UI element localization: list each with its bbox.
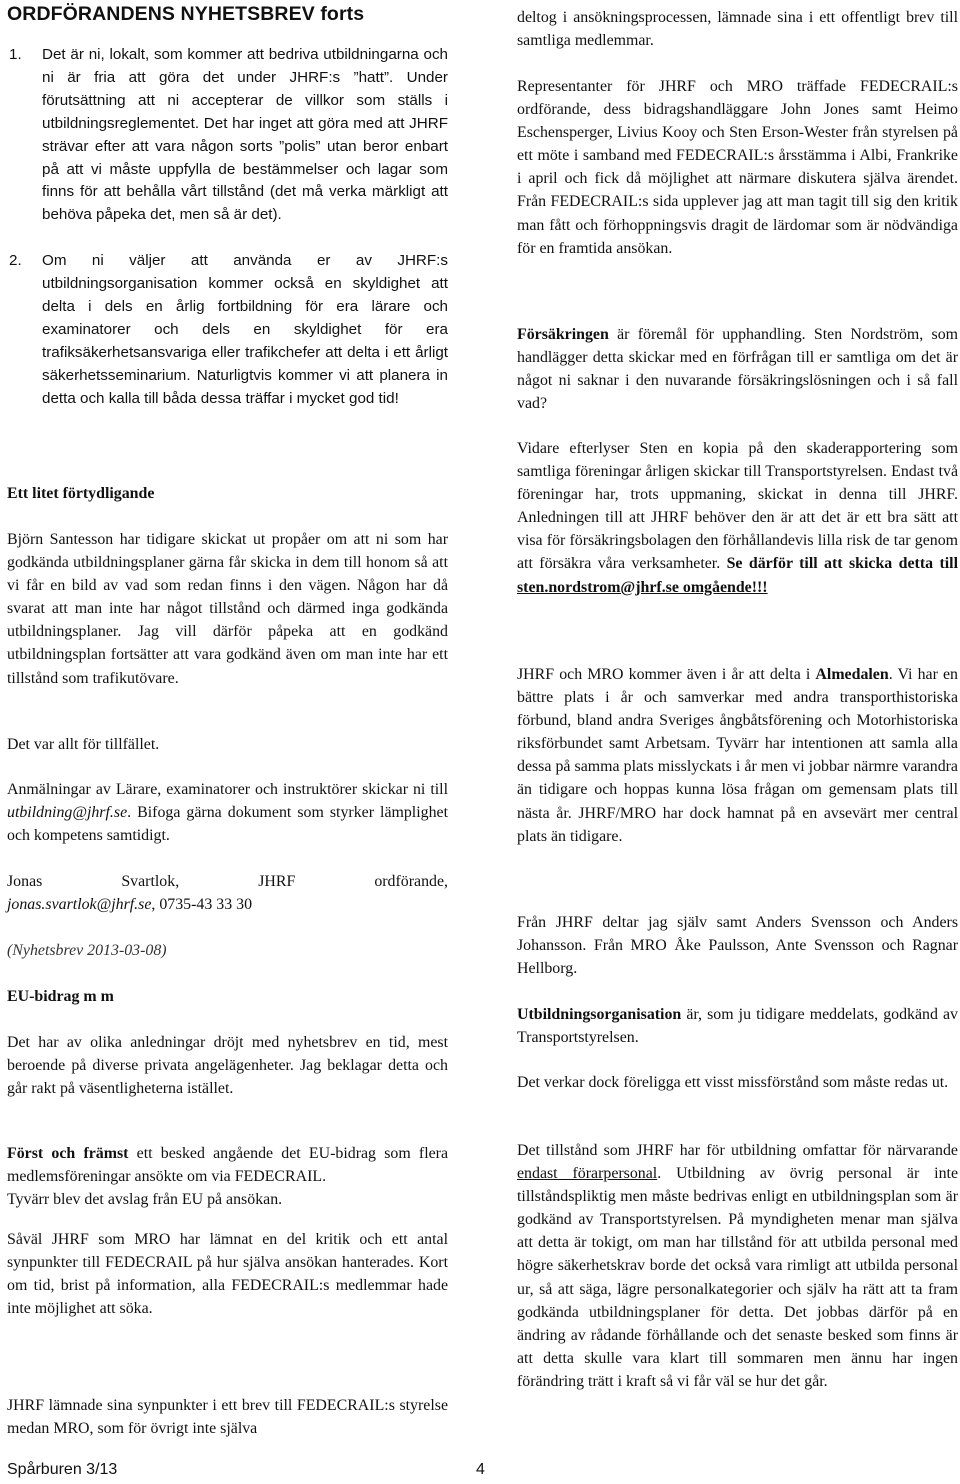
dateline: (Nyhetsbrev 2013-03-08) xyxy=(7,942,167,959)
signature-email-link[interactable]: jonas.svartlok@jhrf.se xyxy=(7,896,152,914)
paragraph: JHRF lämnade sina synpunkter i ett brev till FEDECRAIL:s styrelse medan MRO, som för övrigt inte själva xyxy=(7,1397,448,1438)
page-number: 4 xyxy=(476,1461,485,1478)
list-item-text: Om ni väljer att använda er av JHRF:s utbildningsorganisation kommer också en skyldighet att delta i dels en årlig fortbildning för era lärare och examinatorer och dels en skyldighet för era trafiksäkerhetsansvariga eller trafikchefer att delta i ett årligt säkerhetsseminarium. Naturligtvis kommer vi att planera in detta och kalla till båda dessa träffar i mycket god tid! xyxy=(42,252,448,407)
paragraph: JHRF och MRO kommer även i år att delta i Almedalen. Vi har en bättre plats i år och samverkar med andra transporthistoriska förbund, bland andra Sveriges ångbåtsförening och Motorhistoriska riksförbundet samt Arbetsam. Tyvärr har intentionen att samla alla dessa på samma plats misslyckats i år men vi jobbar närmre varandra än tidigare och hoppas kunna lösa frågan om gemensam plats till nästa år. JHRF/MRO har dock hamnat på en avsevärt mer central plats än tidigare. xyxy=(517,666,958,845)
paragraph: Det var allt för tillfället. xyxy=(7,736,160,753)
email-link[interactable]: sten.nordstrom@jhrf.se omgående!!! xyxy=(517,578,768,596)
list-number: 1. xyxy=(9,46,22,63)
footer-publication: Spårburen 3/13 xyxy=(7,1461,118,1478)
paragraph: Anmälningar av Lärare, examinatorer och instruktörer skickar ni till utbildning@jhrf.se. Bifoga gärna dokument som styrker lämplighet och kompetens samtidigt. xyxy=(7,781,448,845)
paragraph: Det har av olika anledningar dröjt med nyhetsbrev en tid, mest beroende på diverse privata angelägenheter. Jag beklagar detta och går rakt på väsentligheterna istället. xyxy=(7,1034,448,1098)
paragraph: Björn Santesson har tidigare skickat ut propåer om att ni som har godkända utbildningsplaner gärna får skicka in dem till honom så att vi får en bild av vad som redan finns i den vägen. Någon har då svarat att man inte har något tillstånd och därmed inga godkända utbildningsplaner. Jag vill därför påpeka att en godkänd utbildningsplan fortsätter att vara godkänd även om man inte har ett tillstånd som trafikutövare. xyxy=(7,531,448,687)
paragraph: Representanter för JHRF och MRO träffade FEDECRAIL:s ordförande, dess bidragshandläggare John Jones samt Heimo Eschensperger, Livius Kooy och Sten Erson-Wester från styrelsen på ett möte i samband med FEDECRAIL:s årsstämma i Albi, Frankrike i april och fick då möjlighet att närmare diskutera själva ärendet. Från FEDECRAIL:s sida upplever jag att man tagit till sig den kritik man fått och förhoppningsvis dragit de lärdomar som är nödvändiga för en framtida ansökan. xyxy=(517,78,958,257)
list-item xyxy=(7,250,448,410)
paragraph: Försäkringen är föremål för upphandling. Sten Nordström, som handlägger detta skickar med en förfrågan till er samtliga om det är något ni saknar i den nuvarande försäkringslösningen och i så fall vad? xyxy=(517,326,958,413)
paragraph: Först och främst ett besked angående det EU-bidrag som flera medlemsföreningar ansökte om via FEDECRAIL. Tyvärr blev det avslag från EU på ansökan. xyxy=(7,1145,449,1209)
section-heading: EU-bidrag m m xyxy=(7,988,114,1005)
paragraph: deltog i ansökningsprocessen, lämnade sina i ett offentligt brev till samtliga medlemmar. xyxy=(517,9,958,50)
list-item xyxy=(7,44,448,227)
list-item-text: Det är ni, lokalt, som kommer att bedriva utbildningarna och ni är fria att göra det under JHRF:s ”hatt”. Under förutsättning att ni accepterar de villkor som ställs i utbildningsreglementet. Det har inget att göra med att JHRF strävar efter att vara någon sorts ”polis” utan beror enbart på att vi måste uppfylla de bestämmelser och lagar som finns för att behålla vårt tillstånd (det må verka märkligt att behöva påpeka det, men så är det). xyxy=(42,46,448,224)
section-heading: Ett litet förtydligande xyxy=(7,485,155,502)
paragraph: Från JHRF deltar jag själv samt Anders Svensson och Anders Johansson. Från MRO Åke Paulsson, Ante Svensson och Ragnar Hellborg. xyxy=(517,914,958,978)
paragraph: Vidare efterlyser Sten en kopia på den skaderapportering som samtliga föreningar årligen skickar till Transportstyrelsen. Endast två föreningar har, trots uppmaning, skickat in denna till JHRF. Anledningen till att JHRF behöver den är att det är ett bra sätt att visa för försäkringsbolagen den förhållandevis lilla risk de tar genom att försäkra våra verksamheter. Se därför till att skicka detta till sten.nordstrom@jhrf.se omgående!!! xyxy=(517,440,959,596)
list-number: 2. xyxy=(9,252,22,270)
signature: Jonas Svartlok, JHRF ordförande, jonas.svartlok@jhrf.se, 0735-43 33 30 xyxy=(7,873,448,914)
numbered-list xyxy=(7,44,448,411)
paragraph: Utbildningsorganisation är, som ju tidigare meddelats, godkänd av Transportstyrelsen. xyxy=(517,1006,958,1047)
page-title: ORDFÖRANDENS NYHETSBREV forts xyxy=(7,3,365,25)
paragraph: Det tillstånd som JHRF har för utbildning omfattar för närvarande endast förarpersonal. Utbildning av övrig personal är inte tillståndspliktig men måste bedrivas enligt en utbildningsplan som är godkänd av Transportstyrelsen. På myndigheten menar man själva att detta är tokigt, om man har tillstånd för att utbilda personal med högre säkerhetskrav borde det också vara rimligt att utbilda personal ur, så att säga, lägre personalkategorier och själv ha rätt att ta fram godkända utbildningsplaner för detta. Det jobbas därför på en ändring av rådande förhållande och det senaste besked som finns är att detta skulle vara klart till sommaren men ännu har ingen förändring trätt i kraft så vi får väl se hur det går. xyxy=(517,1142,958,1390)
paragraph: Det verkar dock föreligga ett visst missförstånd som måste redas ut. xyxy=(517,1074,949,1091)
email-link[interactable]: utbildning@jhrf.se xyxy=(7,804,128,822)
paragraph: Såväl JHRF som MRO har lämnat en del kritik och ett antal synpunkter till FEDECRAIL på hur själva ansökan hanterades. Kort om tid, brist på information, alla FEDECRAIL:s medlemmar hade inte möjlighet att söka. xyxy=(7,1231,448,1318)
